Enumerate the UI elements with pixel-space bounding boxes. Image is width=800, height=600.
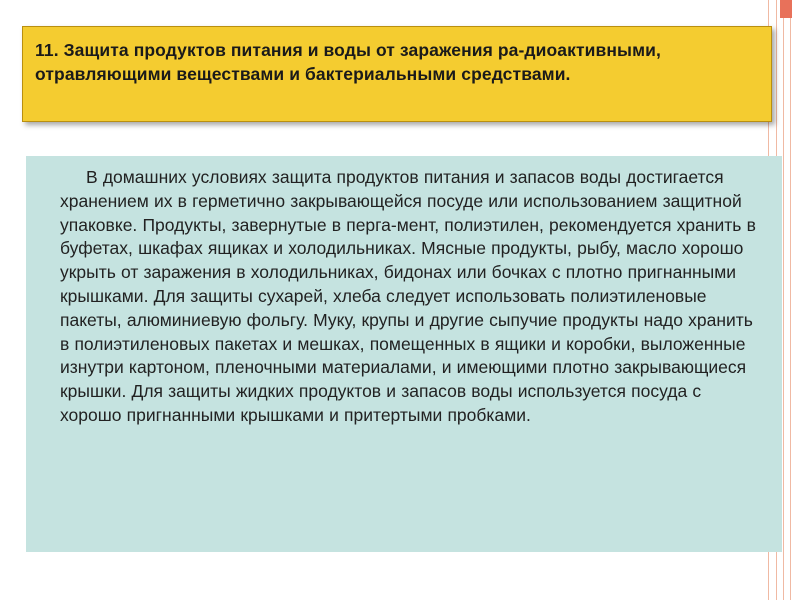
- slide-title: 11. Защита продуктов питания и воды от заражения ра-диоактивными, отравляющими веществами и бактериальными средствами.: [35, 40, 661, 84]
- body-paragraph: В домашних условиях защита продуктов питания и запасов воды достигается хранением их в герметично закрывающейся посуде или использованием защитной упаковке. Продукты, завернутые в перга-мент, полиэтилен, рекомендуется хранить в буфетах, шкафах ящиках и холодильниках. Мясные продукты, рыбу, масло хорошо укрыть от заражения в холодильниках, бидонах или бочках с плотно пригнанными крышками. Для защиты сухарей, хлеба следует использовать полиэтиленовые пакеты, алюминиевую фольгу. Муку, крупы и другие сыпучие продукты надо хранить в полиэтиленовых пакетах и мешках, помещенных в ящики и коробки, выложенные изнутри картоном, пленочными материалами, и имеющими плотно закрывающиеся крышки. Для защиты жидких продуктов и запасов воды используется посуда с хорошо пригнанными крышками и притертыми пробками.: [60, 167, 756, 425]
- decorative-corner-block: [780, 0, 792, 18]
- slide-title-box: [22, 26, 772, 122]
- slide-content-box: [26, 156, 782, 552]
- decorative-border-line: [790, 0, 791, 600]
- decorative-border-line: [783, 0, 784, 600]
